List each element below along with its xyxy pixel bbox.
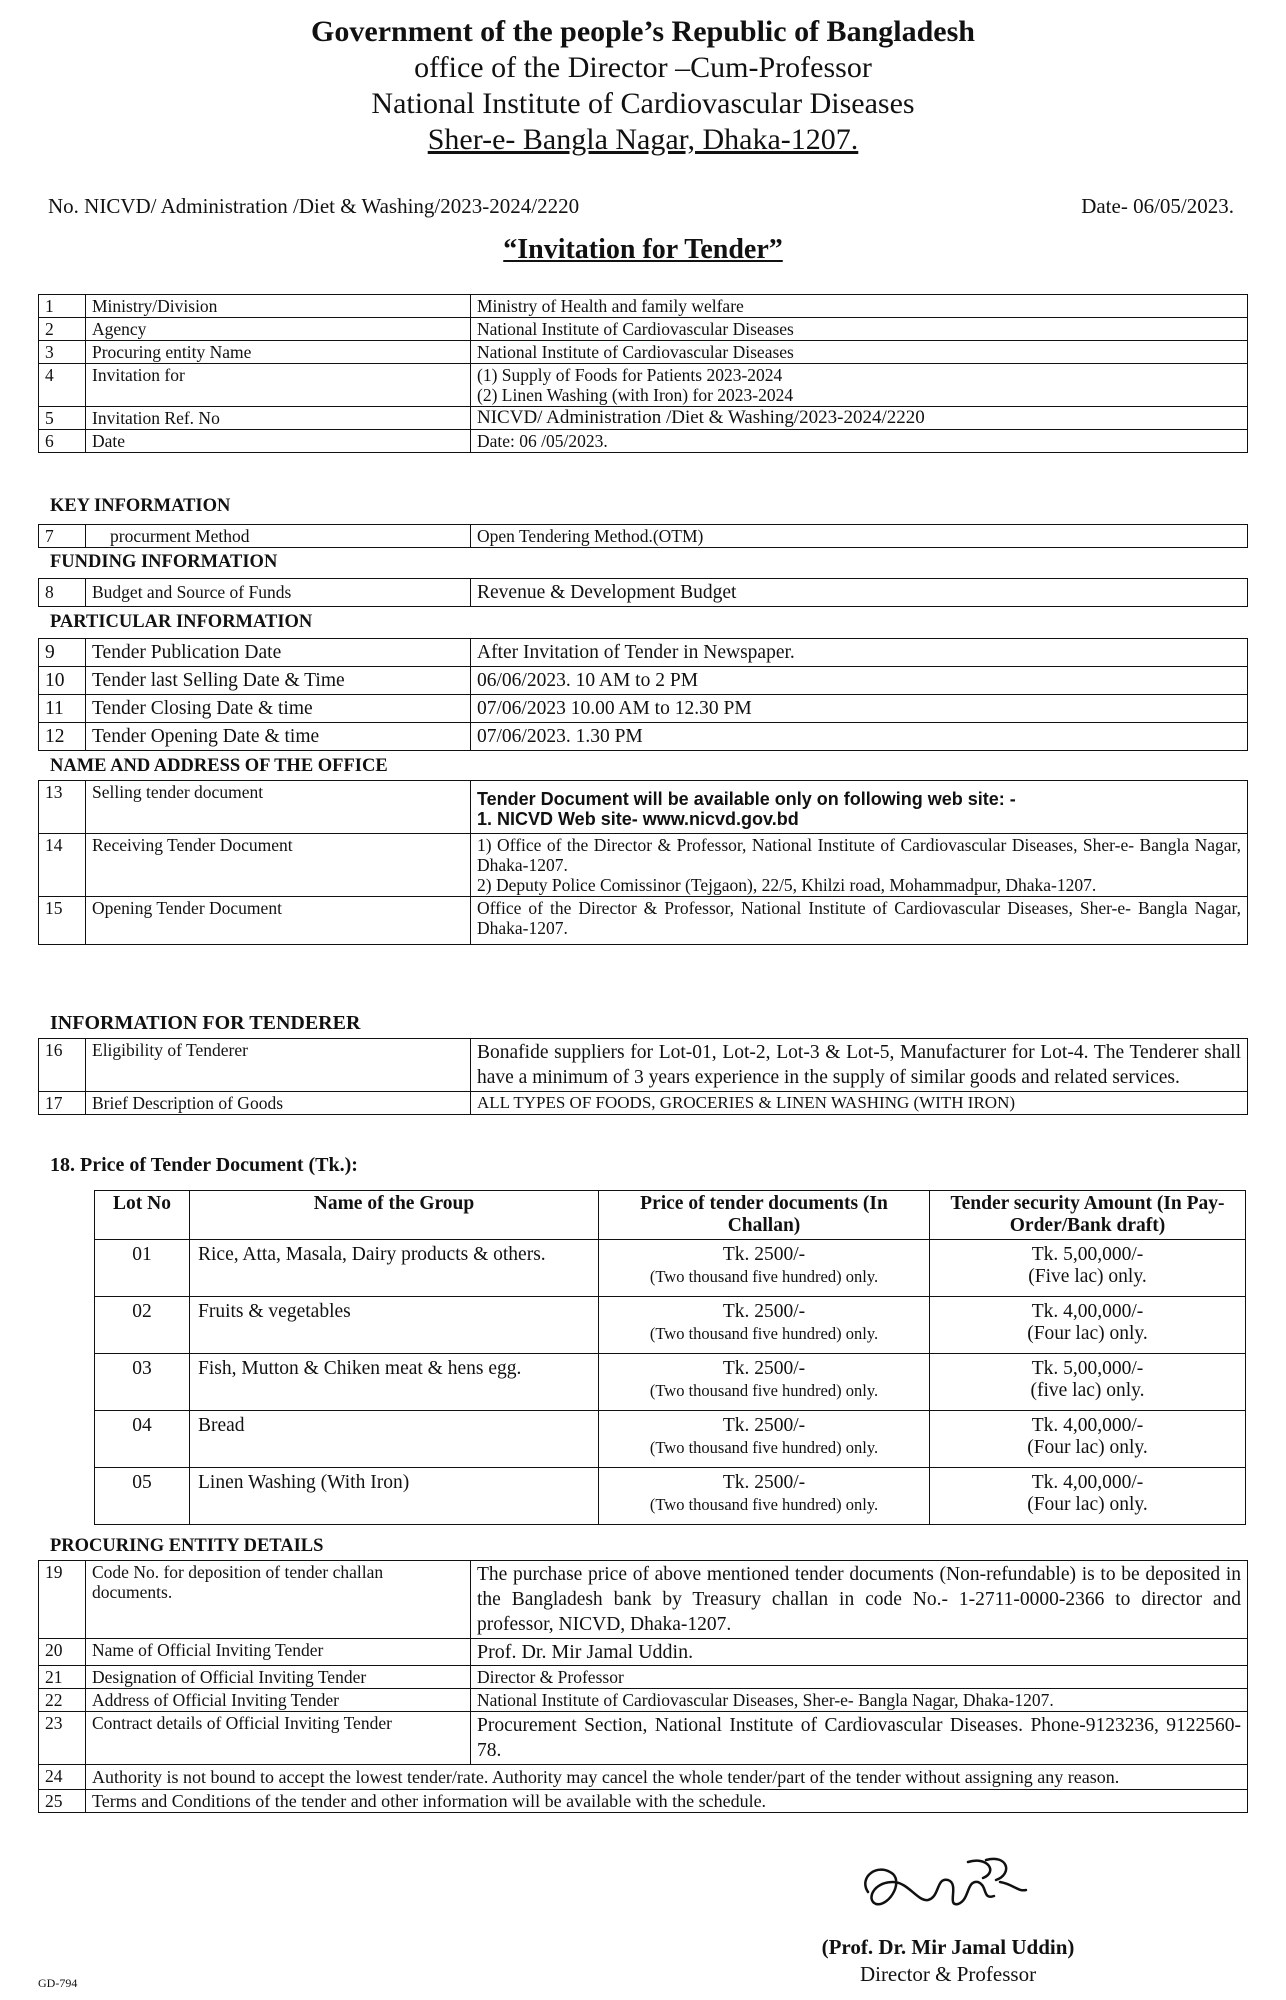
row-value: Open Tendering Method.(OTM) <box>471 525 1248 548</box>
row-label: Procuring entity Name <box>86 341 471 364</box>
row-value: Ministry of Health and family welfare <box>471 295 1248 318</box>
section-heading-key-info: KEY INFORMATION <box>50 496 231 516</box>
row-label: Eligibility of Tenderer <box>86 1039 471 1092</box>
row-number: 5 <box>39 407 86 430</box>
row-value: National Institute of Cardiovascular Diseases <box>471 318 1248 341</box>
table-row <box>39 1561 1248 1639</box>
column-header: Lot No <box>95 1191 190 1240</box>
table-row <box>39 897 1248 945</box>
table-row <box>39 1689 1248 1712</box>
price-amount: Tk. 2500/- <box>722 1301 806 1322</box>
row-number: 14 <box>39 834 86 897</box>
security-cell <box>930 1297 1246 1354</box>
table-row <box>39 318 1248 341</box>
notice-date: Date- 06/05/2023. <box>1081 194 1234 218</box>
row-number: 7 <box>39 525 86 548</box>
price-cell <box>599 1297 930 1354</box>
row-label: Designation of Official Inviting Tender <box>86 1666 471 1689</box>
row-value <box>471 781 1248 834</box>
row-value: Prof. Dr. Mir Jamal Uddin. <box>471 1639 1248 1666</box>
security-amount: Tk. 4,00,000/- <box>1031 1415 1144 1436</box>
table-row <box>39 430 1248 453</box>
table-row <box>95 1354 1246 1411</box>
section-heading-procuring: PROCURING ENTITY DETAILS <box>50 1536 324 1556</box>
security-amount: Tk. 5,00,000/- <box>1031 1358 1144 1379</box>
row-label: Tender Publication Date <box>86 639 471 667</box>
row-value: National Institute of Cardiovascular Diseases <box>471 341 1248 364</box>
row-label: Agency <box>86 318 471 341</box>
row-number: 9 <box>39 639 86 667</box>
row-value: National Institute of Cardiovascular Diseases, Sher-e- Bangla Nagar, Dhaka-1207. <box>471 1689 1248 1712</box>
row-label <box>86 525 471 548</box>
price-amount: Tk. 2500/- <box>722 1472 806 1493</box>
row-label: Address of Official Inviting Tender <box>86 1689 471 1712</box>
footer-code: GD-794 <box>38 1976 78 1990</box>
row-number: 13 <box>39 781 86 834</box>
table-row <box>39 1712 1248 1765</box>
price-words: (Two thousand five hundred) only. <box>649 1267 879 1286</box>
lot-number: 01 <box>95 1240 190 1297</box>
security-words: (Four lac) only. <box>1027 1437 1148 1458</box>
security-words: (Four lac) only. <box>1027 1323 1148 1344</box>
signature-image <box>848 1852 1108 1932</box>
signatory-block <box>788 1934 1108 1988</box>
price-cell <box>599 1468 930 1525</box>
row-label: Tender last Selling Date & Time <box>86 667 471 695</box>
row-label: Contract details of Official Inviting Tender <box>86 1712 471 1765</box>
row-label-text: procurment Method <box>110 526 250 546</box>
letterhead <box>38 14 1248 158</box>
section-heading-office: NAME AND ADDRESS OF THE OFFICE <box>50 756 388 776</box>
row-label: Opening Tender Document <box>86 897 471 945</box>
row-number: 15 <box>39 897 86 945</box>
lot-number: 04 <box>95 1411 190 1468</box>
table-row <box>95 1468 1246 1525</box>
row-label: Selling tender document <box>86 781 471 834</box>
invitation-item-1: (1) Supply of Foods for Patients 2023-2024 <box>477 365 783 385</box>
table-row <box>39 1639 1248 1666</box>
price-words: (Two thousand five hundred) only. <box>649 1438 879 1457</box>
website-notice: Tender Document will be available only on following web site: - <box>477 789 1016 809</box>
row-value: ALL TYPES OF FOODS, GROCERIES & LINEN WASHING (WITH IRON) <box>471 1092 1248 1115</box>
table-row <box>95 1411 1246 1468</box>
row-value: 06/06/2023. 10 AM to 2 PM <box>471 667 1248 695</box>
price-cell <box>599 1240 930 1297</box>
price-words: (Two thousand five hundred) only. <box>649 1324 879 1343</box>
row-value: Date: 06 /05/2023. <box>471 430 1248 453</box>
row-number: 4 <box>39 364 86 407</box>
particular-info-table <box>38 638 1248 751</box>
row-number: 19 <box>39 1561 86 1639</box>
row-label: Receiving Tender Document <box>86 834 471 897</box>
government-title: Government of the people’s Republic of Bangladesh <box>311 15 975 48</box>
table-row <box>95 1240 1246 1297</box>
table-row <box>39 667 1248 695</box>
row-value <box>471 364 1248 407</box>
price-table <box>94 1190 1246 1525</box>
row-number: 12 <box>39 723 86 751</box>
row-value: Director & Professor <box>471 1666 1248 1689</box>
row-label: Tender Closing Date & time <box>86 695 471 723</box>
row-value: Procurement Section, National Institute of Cardiovascular Diseases. Phone-9123236, 9122560-78. <box>471 1712 1248 1765</box>
table-row <box>39 723 1248 751</box>
row-number: 3 <box>39 341 86 364</box>
tender-notice-page <box>38 14 1248 1990</box>
column-header: Name of the Group <box>190 1191 599 1240</box>
row-value <box>471 834 1248 897</box>
table-row <box>39 1039 1248 1092</box>
row-label: Budget and Source of Funds <box>86 579 471 607</box>
row-value: 07/06/2023. 1.30 PM <box>471 723 1248 751</box>
tenderer-table <box>38 1038 1248 1115</box>
security-amount: Tk. 5,00,000/- <box>1031 1244 1144 1265</box>
table-row <box>39 1666 1248 1689</box>
row-number: 10 <box>39 667 86 695</box>
row-value: Revenue & Development Budget <box>471 579 1248 607</box>
invitation-item-2: (2) Linen Washing (with Iron) for 2023-2024 <box>477 385 794 405</box>
row-label: Name of Official Inviting Tender <box>86 1639 471 1666</box>
row-value: After Invitation of Tender in Newspaper. <box>471 639 1248 667</box>
procuring-table <box>38 1560 1248 1813</box>
table-row <box>95 1297 1246 1354</box>
security-cell <box>930 1240 1246 1297</box>
security-words: (five lac) only. <box>1030 1380 1145 1401</box>
price-amount: Tk. 2500/- <box>722 1358 806 1379</box>
office-title: office of the Director –Cum-Professor <box>414 51 872 84</box>
row-value: NICVD/ Administration /Diet & Washing/2023-2024/2220 <box>471 407 1248 430</box>
table-row <box>39 525 1248 548</box>
table-row <box>39 1092 1248 1115</box>
row-number: 16 <box>39 1039 86 1092</box>
lot-number: 05 <box>95 1468 190 1525</box>
table-row <box>39 1790 1248 1813</box>
column-header: Tender security Amount (In Pay-Order/Bank draft) <box>930 1191 1246 1240</box>
column-header: Price of tender documents (In Challan) <box>599 1191 930 1240</box>
receiving-office-2: 2) Deputy Police Comissinor (Tejgaon), 22/5, Khilzi road, Mohammadpur, Dhaka-1207. <box>477 875 1097 895</box>
row-number: 2 <box>39 318 86 341</box>
table-row <box>39 579 1248 607</box>
row-label: Brief Description of Goods <box>86 1092 471 1115</box>
reference-number: No. NICVD/ Administration /Diet & Washing/2023-2024/2220 <box>48 194 580 218</box>
table-row <box>39 341 1248 364</box>
row-label: Ministry/Division <box>86 295 471 318</box>
security-words: (Four lac) only. <box>1027 1494 1148 1515</box>
row-label: Date <box>86 430 471 453</box>
security-amount: Tk. 4,00,000/- <box>1031 1472 1144 1493</box>
section-heading-funding: FUNDING INFORMATION <box>50 552 278 572</box>
row-number: 8 <box>39 579 86 607</box>
security-cell <box>930 1354 1246 1411</box>
group-name: Linen Washing (With Iron) <box>190 1468 599 1525</box>
security-words: (Five lac) only. <box>1028 1266 1147 1287</box>
notice-title: “Invitation for Tender” <box>503 234 783 265</box>
row-value: Authority is not bound to accept the lowest tender/rate. Authority may cancel the whole tender/part of the tender without assigning any reason. <box>86 1765 1248 1790</box>
table-row <box>39 834 1248 897</box>
group-name: Fruits & vegetables <box>190 1297 599 1354</box>
row-label: Invitation for <box>86 364 471 407</box>
row-label: Tender Opening Date & time <box>86 723 471 751</box>
table-row <box>39 407 1248 430</box>
row-number: 1 <box>39 295 86 318</box>
institute-name: National Institute of Cardiovascular Diseases <box>371 87 915 120</box>
website-link: 1. NICVD Web site- www.nicvd.gov.bd <box>477 809 799 829</box>
price-cell <box>599 1411 930 1468</box>
row-number: 17 <box>39 1092 86 1115</box>
row-number: 21 <box>39 1666 86 1689</box>
row-value: 07/06/2023 10.00 AM to 12.30 PM <box>471 695 1248 723</box>
security-amount: Tk. 4,00,000/- <box>1031 1301 1144 1322</box>
security-cell <box>930 1468 1246 1525</box>
group-name: Rice, Atta, Masala, Dairy products & others. <box>190 1240 599 1297</box>
section-heading-price: 18. Price of Tender Document (Tk.): <box>50 1154 358 1176</box>
key-info-table <box>38 524 1248 548</box>
table-row <box>39 1765 1248 1790</box>
price-amount: Tk. 2500/- <box>722 1244 806 1265</box>
reference-line <box>48 194 1234 219</box>
price-words: (Two thousand five hundred) only. <box>649 1381 879 1400</box>
signatory-name: (Prof. Dr. Mir Jamal Uddin) <box>821 1935 1075 1959</box>
price-cell <box>599 1354 930 1411</box>
section-heading-tenderer: INFORMATION FOR TENDERER <box>50 1012 361 1034</box>
price-words: (Two thousand five hundred) only. <box>649 1495 879 1514</box>
row-value: The purchase price of above mentioned tender documents (Non-refundable) is to be deposited in the Bangladesh bank by Treasury challan in code No.- 1-2711-0000-2366 to director and professor, NICVD, Dhaka-1207. <box>471 1561 1248 1639</box>
lot-number: 02 <box>95 1297 190 1354</box>
general-info-table <box>38 294 1248 453</box>
row-number: 23 <box>39 1712 86 1765</box>
row-number: 6 <box>39 430 86 453</box>
row-value: Terms and Conditions of the tender and other information will be available with the schedule. <box>86 1790 1248 1813</box>
security-cell <box>930 1411 1246 1468</box>
table-row <box>39 639 1248 667</box>
group-name: Fish, Mutton & Chiken meat & hens egg. <box>190 1354 599 1411</box>
row-label: Invitation Ref. No <box>86 407 471 430</box>
table-row <box>39 781 1248 834</box>
row-number: 24 <box>39 1765 86 1790</box>
institute-address: Sher-e- Bangla Nagar, Dhaka-1207. <box>427 123 859 156</box>
table-row <box>39 695 1248 723</box>
row-number: 11 <box>39 695 86 723</box>
section-heading-particular: PARTICULAR INFORMATION <box>50 612 313 632</box>
row-number: 20 <box>39 1639 86 1666</box>
row-value: Office of the Director & Professor, National Institute of Cardiovascular Diseases, Sher-e- Bangla Nagar, Dhaka-1207. <box>471 897 1248 945</box>
price-amount: Tk. 2500/- <box>722 1415 806 1436</box>
table-row <box>39 364 1248 407</box>
signatory-designation: Director & Professor <box>859 1962 1037 1986</box>
table-row <box>39 295 1248 318</box>
row-value: Bonafide suppliers for Lot-01, Lot-2, Lot-3 & Lot-5, Manufacturer for Lot-4. The Tenderer shall have a minimum of 3 years experience in the supply of similar goods and related services. <box>471 1039 1248 1092</box>
lot-number: 03 <box>95 1354 190 1411</box>
row-number: 25 <box>39 1790 86 1813</box>
price-header-row <box>95 1191 1246 1240</box>
funding-table <box>38 578 1248 607</box>
office-table <box>38 780 1248 945</box>
receiving-office-1: 1) Office of the Director & Professor, National Institute of Cardiovascular Diseases, Sher-e- Bangla Nagar, Dhaka-1207. <box>477 835 1241 875</box>
row-number: 22 <box>39 1689 86 1712</box>
row-label: Code No. for deposition of tender challan documents. <box>86 1561 471 1639</box>
group-name: Bread <box>190 1411 599 1468</box>
